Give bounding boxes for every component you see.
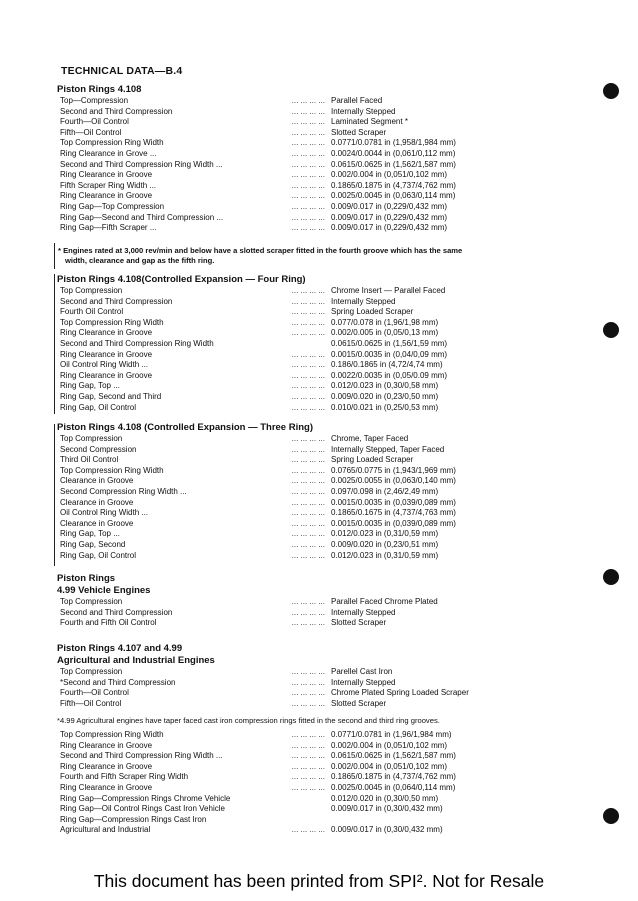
spec-row	[57, 699, 617, 710]
leader-dots: ... ... ... ...	[291, 96, 325, 105]
spec-label: Second and Third Compression Ring Width ...	[60, 751, 223, 761]
spec-label: Ring Gap, Top ...	[60, 381, 120, 391]
spec-label: Second and Third Compression	[60, 607, 173, 617]
leader-dots: ... ... ... ...	[291, 618, 325, 628]
spec-value: Internally Stepped, Taper Faced	[331, 444, 445, 454]
section-heading: Piston Rings 4.108	[57, 84, 142, 95]
spec-label: Fourth—Oil Control	[60, 117, 129, 127]
spec-value: Spring Loaded Scraper	[331, 455, 414, 465]
spec-row	[57, 762, 617, 773]
spec-row	[57, 618, 617, 629]
spec-row	[57, 540, 617, 551]
section-agri-dimensions	[57, 730, 617, 836]
section-4108-three-ring	[57, 422, 617, 561]
spec-value: 0.0015/0.0035 in (0,039/0,089 mm)	[331, 497, 456, 507]
spec-label: Ring Gap—Compression Rings Chrome Vehicle	[60, 793, 231, 803]
spec-label: Top Compression Ring Width	[60, 138, 164, 148]
spec-label: Top Compression Ring Width	[60, 465, 164, 475]
spec-row	[57, 804, 617, 815]
spec-label: Ring Clearance in Groove	[60, 782, 153, 792]
leader-dots: ... ... ... ...	[291, 223, 325, 233]
spec-value: 0.077/0.078 in (1,96/1,98 mm)	[331, 317, 439, 327]
leader-dots: ... ... ... ...	[291, 772, 325, 782]
spec-value: 0.009/0.020 in (0,23/0,51 mm)	[331, 539, 439, 549]
spec-label: Fifth Scraper Ring Width ...	[60, 180, 157, 190]
spec-row	[57, 678, 617, 689]
spec-label: Top Compression	[60, 434, 123, 443]
leader-dots: ... ... ... ...	[291, 148, 325, 158]
spec-value: 0.0024/0.0044 in (0,061/0,112 mm)	[331, 148, 456, 158]
spec-row	[57, 381, 617, 392]
spec-row	[57, 350, 617, 361]
leader-dots: ... ... ... ...	[291, 106, 325, 116]
footnote-slotted-scraper	[58, 246, 462, 266]
spec-label: Ring Clearance in Groove	[60, 349, 153, 359]
spec-value: Laminated Segment *	[331, 117, 408, 127]
spec-value: Parallel Faced Chrome Plated	[331, 597, 438, 606]
spec-row	[57, 403, 617, 414]
spec-label: Ring Clearance in Groove	[60, 370, 153, 380]
spec-label: Ring Gap, Oil Control	[60, 550, 137, 560]
leader-dots: ... ... ... ...	[291, 751, 325, 761]
spec-label: Oil Control Ring Width ...	[60, 360, 149, 370]
spec-value: 0.0615/0.0625 in (1,562/1,587 mm)	[331, 159, 456, 169]
spec-row	[57, 191, 617, 202]
spec-rows	[57, 730, 617, 836]
spec-label: Top Compression	[60, 286, 123, 295]
spec-label: Clearance in Groove	[60, 518, 134, 528]
spec-rows	[57, 286, 617, 413]
leader-dots: ... ... ... ...	[291, 677, 325, 687]
spec-label: Third Oil Control	[60, 455, 119, 465]
section-4107-499-agri	[57, 643, 617, 709]
section-subheading: 4.99 Vehicle Engines	[57, 585, 151, 596]
spec-value: Internally Stepped	[331, 106, 396, 116]
section-heading: Piston Rings	[57, 573, 116, 584]
section-heading: Piston Rings 4.108 (Controlled Expansion — Three Ring)	[57, 422, 314, 433]
leader-dots: ... ... ... ...	[291, 730, 325, 739]
spec-row	[57, 128, 617, 139]
spec-row	[57, 519, 617, 530]
leader-dots: ... ... ... ...	[291, 138, 325, 148]
spec-row	[57, 466, 617, 477]
spec-row	[57, 688, 617, 699]
spec-label: Second and Third Compression	[60, 296, 173, 306]
leader-dots: ... ... ... ...	[291, 360, 325, 370]
leader-dots: ... ... ... ...	[291, 201, 325, 211]
leader-dots: ... ... ... ...	[291, 212, 325, 222]
spec-row	[57, 730, 617, 741]
leader-dots: ... ... ... ...	[291, 698, 325, 708]
spec-row	[57, 286, 617, 297]
leader-dots: ... ... ... ...	[291, 391, 325, 401]
spec-label: Top Compression Ring Width	[60, 730, 164, 739]
spec-value: 0.009/0.017 in (0,229/0,432 mm)	[331, 212, 448, 222]
spec-row	[57, 476, 617, 487]
leader-dots: ... ... ... ...	[291, 486, 325, 496]
spec-label: Fifth—Oil Control	[60, 698, 122, 708]
spec-row	[57, 597, 617, 608]
spec-value: Chrome, Taper Faced	[331, 434, 409, 443]
spec-label: Ring Gap, Oil Control	[60, 402, 137, 412]
section-heading: Piston Rings 4.108(Controlled Expansion — Four Ring)	[57, 274, 306, 285]
spec-value: 0.1865/0.1875 in (4,737/4,762 mm)	[331, 180, 456, 190]
spec-value: 0.0015/0.0035 in (0,039/0,089 mm)	[331, 518, 456, 528]
spec-row	[57, 445, 617, 456]
spec-row	[57, 772, 617, 783]
spec-value: 0.002/0.004 in (0,051/0,102 mm)	[331, 170, 448, 180]
spec-row	[57, 297, 617, 308]
spec-label: Ring Clearance in Groove	[60, 170, 153, 180]
spec-row	[57, 181, 617, 192]
leader-dots: ... ... ... ...	[291, 170, 325, 180]
spec-value: Slotted Scraper	[331, 127, 387, 137]
spec-label: Ring Gap—Top Compression	[60, 201, 165, 211]
spec-value: 0.010/0.021 in (0,25/0,53 mm)	[331, 402, 439, 412]
spec-row	[57, 529, 617, 540]
spec-row	[57, 434, 617, 445]
leader-dots: ... ... ... ...	[291, 476, 325, 486]
spec-row	[57, 551, 617, 562]
spec-value: Internally Stepped	[331, 607, 396, 617]
spec-value: 0.0765/0.0775 in (1,943/1,969 mm)	[331, 465, 456, 475]
spec-label: Ring Clearance in Groove	[60, 740, 153, 750]
leader-dots: ... ... ... ...	[291, 317, 325, 327]
spec-value: 0.012/0.023 in (0,31/0,59 mm)	[331, 529, 439, 539]
spec-label: Second Compression Ring Width ...	[60, 486, 187, 496]
leader-dots: ... ... ... ...	[291, 127, 325, 137]
leader-dots: ... ... ... ...	[291, 761, 325, 771]
spec-label: Top—Compression	[60, 96, 129, 105]
section-subheading: Agricultural and Industrial Engines	[57, 655, 215, 666]
spec-label: Ring Gap, Top ...	[60, 529, 120, 539]
spec-value: 0.186/0.1865 in (4,72/4,74 mm)	[331, 360, 443, 370]
section-4108	[57, 84, 617, 234]
spec-value: 0.0025/0.0045 in (0,064/0,114 mm)	[331, 782, 456, 792]
spec-label: Ring Gap—Second and Third Compression ...	[60, 212, 224, 222]
spec-value: 0.0615/0.0625 in (1,562/1,587 mm)	[331, 751, 456, 761]
spec-rows	[57, 96, 617, 234]
spec-row	[57, 498, 617, 509]
margin-bar-2	[54, 274, 55, 414]
spec-rows	[57, 667, 617, 709]
spec-label: Ring Gap, Second	[60, 539, 126, 549]
leader-dots: ... ... ... ...	[291, 402, 325, 412]
spec-row	[57, 160, 617, 171]
spec-value: 0.0771/0.0781 in (1,96/1,984 mm)	[331, 730, 452, 739]
spec-value: Chrome Insert — Parallel Faced	[331, 286, 446, 295]
spec-label: Clearance in Groove	[60, 476, 134, 486]
spec-label: Ring Clearance in Groove	[60, 761, 153, 771]
spec-value: 0.0025/0.0055 in (0,063/0,140 mm)	[331, 476, 456, 486]
spec-value: 0.0615/0.0625 in (1,56/1,59 mm)	[331, 338, 448, 348]
leader-dots: ... ... ... ...	[291, 444, 325, 454]
spec-row	[57, 783, 617, 794]
leader-dots: ... ... ... ...	[291, 307, 325, 317]
spec-value: 0.009/0.017 in (0,30/0,432 mm)	[331, 825, 443, 835]
leader-dots: ... ... ... ...	[291, 465, 325, 475]
spec-value: Parellel Cast Iron	[331, 667, 393, 676]
spec-row	[57, 825, 617, 836]
spec-row	[57, 339, 617, 350]
spec-label: Fourth and Fifth Scraper Ring Width	[60, 772, 189, 782]
spec-value: 0.002/0.005 in (0,05/0,13 mm)	[331, 328, 439, 338]
spec-label: Ring Clearance in Grove ...	[60, 148, 157, 158]
spec-value: Internally Stepped	[331, 677, 396, 687]
spec-label: Clearance in Groove	[60, 497, 134, 507]
spec-row	[57, 487, 617, 498]
spec-value: 0.002/0.004 in (0,051/0,102 mm)	[331, 740, 448, 750]
spec-row	[57, 328, 617, 339]
leader-dots: ... ... ... ...	[291, 688, 325, 698]
spec-label: Fourth Oil Control	[60, 307, 124, 317]
spec-row	[57, 741, 617, 752]
leader-dots: ... ... ... ...	[291, 508, 325, 518]
leader-dots: ... ... ... ...	[291, 349, 325, 359]
spec-label: Top Compression	[60, 597, 123, 606]
spec-row	[57, 107, 617, 118]
leader-dots: ... ... ... ...	[291, 191, 325, 201]
leader-dots: ... ... ... ...	[291, 370, 325, 380]
spec-row	[57, 138, 617, 149]
leader-dots: ... ... ... ...	[291, 159, 325, 169]
spec-row	[57, 455, 617, 466]
spec-label: Fifth—Oil Control	[60, 127, 122, 137]
spec-row	[57, 117, 617, 128]
spec-label: Second Compression	[60, 444, 137, 454]
spec-row	[57, 667, 617, 678]
leader-dots: ... ... ... ...	[291, 529, 325, 539]
spec-row	[57, 202, 617, 213]
section-4108-four-ring	[57, 274, 617, 413]
spec-row	[57, 371, 617, 382]
spec-value: 0.012/0.020 in (0,30/0,50 mm)	[331, 793, 439, 803]
leader-dots: ... ... ... ...	[291, 296, 325, 306]
spec-value: Internally Stepped	[331, 296, 396, 306]
spec-value: Chrome Plated Spring Loaded Scraper	[331, 688, 469, 698]
spec-row	[57, 508, 617, 519]
spec-row	[57, 360, 617, 371]
spec-value: 0.009/0.017 in (0,30/0,432 mm)	[331, 804, 443, 814]
leader-dots: ... ... ... ...	[291, 434, 325, 443]
spec-value: 0.0015/0.0035 in (0,04/0,09 mm)	[331, 349, 448, 359]
spec-label: Second and Third Compression Ring Width	[60, 338, 214, 348]
spec-label: Ring Gap—Oil Control Rings Cast Iron Vehicle	[60, 804, 225, 814]
leader-dots: ... ... ... ...	[291, 667, 325, 676]
spec-value: 0.002/0.004 in (0,051/0,102 mm)	[331, 761, 448, 771]
footnote-499-agri: *4.99 Agricultural engines have taper faced cast iron compression rings fitted in the second and third ring grooves.	[57, 716, 440, 725]
spec-row	[57, 815, 617, 826]
spec-label: Ring Gap—Compression Rings Cast Iron	[60, 814, 207, 824]
spec-value: 0.0022/0.0035 in (0,05/0.09 mm)	[331, 370, 448, 380]
spec-label: Top Compression	[60, 667, 123, 676]
spec-label: Fourth and Fifth Oil Control	[60, 618, 157, 628]
spec-row	[57, 751, 617, 762]
spec-label: Oil Control Ring Width ...	[60, 508, 149, 518]
section-heading: Piston Rings 4.107 and 4.99	[57, 643, 183, 654]
leader-dots: ... ... ... ...	[291, 825, 325, 835]
leader-dots: ... ... ... ...	[291, 607, 325, 617]
spec-rows	[57, 434, 617, 561]
leader-dots: ... ... ... ...	[291, 117, 325, 127]
spec-value: Parallel Faced	[331, 96, 383, 105]
leader-dots: ... ... ... ...	[291, 518, 325, 528]
leader-dots: ... ... ... ...	[291, 381, 325, 391]
spec-rows	[57, 597, 617, 629]
spec-label: Ring Clearance in Groove	[60, 191, 153, 201]
spec-label: Fourth—Oil Control	[60, 688, 129, 698]
spec-row	[57, 318, 617, 329]
spec-row	[57, 170, 617, 181]
leader-dots: ... ... ... ...	[291, 597, 325, 606]
spec-label: *Second and Third Compression	[60, 677, 176, 687]
leader-dots: ... ... ... ...	[291, 782, 325, 792]
footnote-line-2: width, clearance and gap as the fifth ring.	[65, 256, 215, 265]
spec-value: Slotted Scraper	[331, 618, 387, 628]
spec-value: 0.012/0.023 in (0,30/0,58 mm)	[331, 381, 439, 391]
spec-value: 0.009/0.017 in (0,229/0,432 mm)	[331, 201, 448, 211]
spec-value: 0.097/0.098 in (2,46/2,49 mm)	[331, 486, 439, 496]
spec-label: Second and Third Compression	[60, 106, 173, 116]
spec-label: Ring Clearance in Groove	[60, 328, 153, 338]
spec-row	[57, 213, 617, 224]
spec-value: 0.009/0.017 in (0,229/0,432 mm)	[331, 223, 448, 233]
leader-dots: ... ... ... ...	[291, 286, 325, 295]
leader-dots: ... ... ... ...	[291, 497, 325, 507]
spec-row	[57, 307, 617, 318]
page-title: TECHNICAL DATA—B.4	[61, 65, 183, 77]
spec-row	[57, 96, 617, 107]
spec-label: Agricultural and Industrial	[60, 825, 151, 835]
spec-row	[57, 149, 617, 160]
leader-dots: ... ... ... ...	[291, 328, 325, 338]
footer-notice: This document has been printed from SPI². Not for Resale	[93, 871, 545, 891]
leader-dots: ... ... ... ...	[291, 550, 325, 560]
spec-row	[57, 223, 617, 234]
margin-bar-1	[54, 243, 55, 269]
section-499-vehicle	[57, 573, 617, 629]
spec-value: 0.009/0.020 in (0,23/0,50 mm)	[331, 391, 439, 401]
spec-row	[57, 608, 617, 619]
spec-label: Top Compression Ring Width	[60, 317, 164, 327]
spec-row	[57, 392, 617, 403]
spec-value: 0.0025/0.0045 in (0,063/0,114 mm)	[331, 191, 456, 201]
margin-bar-3	[54, 424, 55, 566]
spec-label: Ring Gap—Fifth Scraper ...	[60, 223, 157, 233]
spec-value: 0.012/0.023 in (0,31/0,59 mm)	[331, 550, 439, 560]
spec-label: Second and Third Compression Ring Width ...	[60, 159, 223, 169]
spec-value: 0.0771/0.0781 in (1,958/1,984 mm)	[331, 138, 456, 148]
spec-row	[57, 794, 617, 805]
leader-dots: ... ... ... ...	[291, 539, 325, 549]
leader-dots: ... ... ... ...	[291, 740, 325, 750]
spec-value: Slotted Scraper	[331, 698, 387, 708]
spec-label: Ring Gap, Second and Third	[60, 391, 162, 401]
spec-value: 0.1865/0.1875 in (4,737/4,762 mm)	[331, 772, 456, 782]
footnote-line-1: * Engines rated at 3,000 rev/min and below have a slotted scraper fitted in the fourth groove which has the same	[58, 246, 463, 255]
spec-value: 0.1865/0.1675 in (4,737/4,763 mm)	[331, 508, 456, 518]
leader-dots: ... ... ... ...	[291, 180, 325, 190]
leader-dots: ... ... ... ...	[291, 455, 325, 465]
spec-value: Spring Loaded Scraper	[331, 307, 414, 317]
